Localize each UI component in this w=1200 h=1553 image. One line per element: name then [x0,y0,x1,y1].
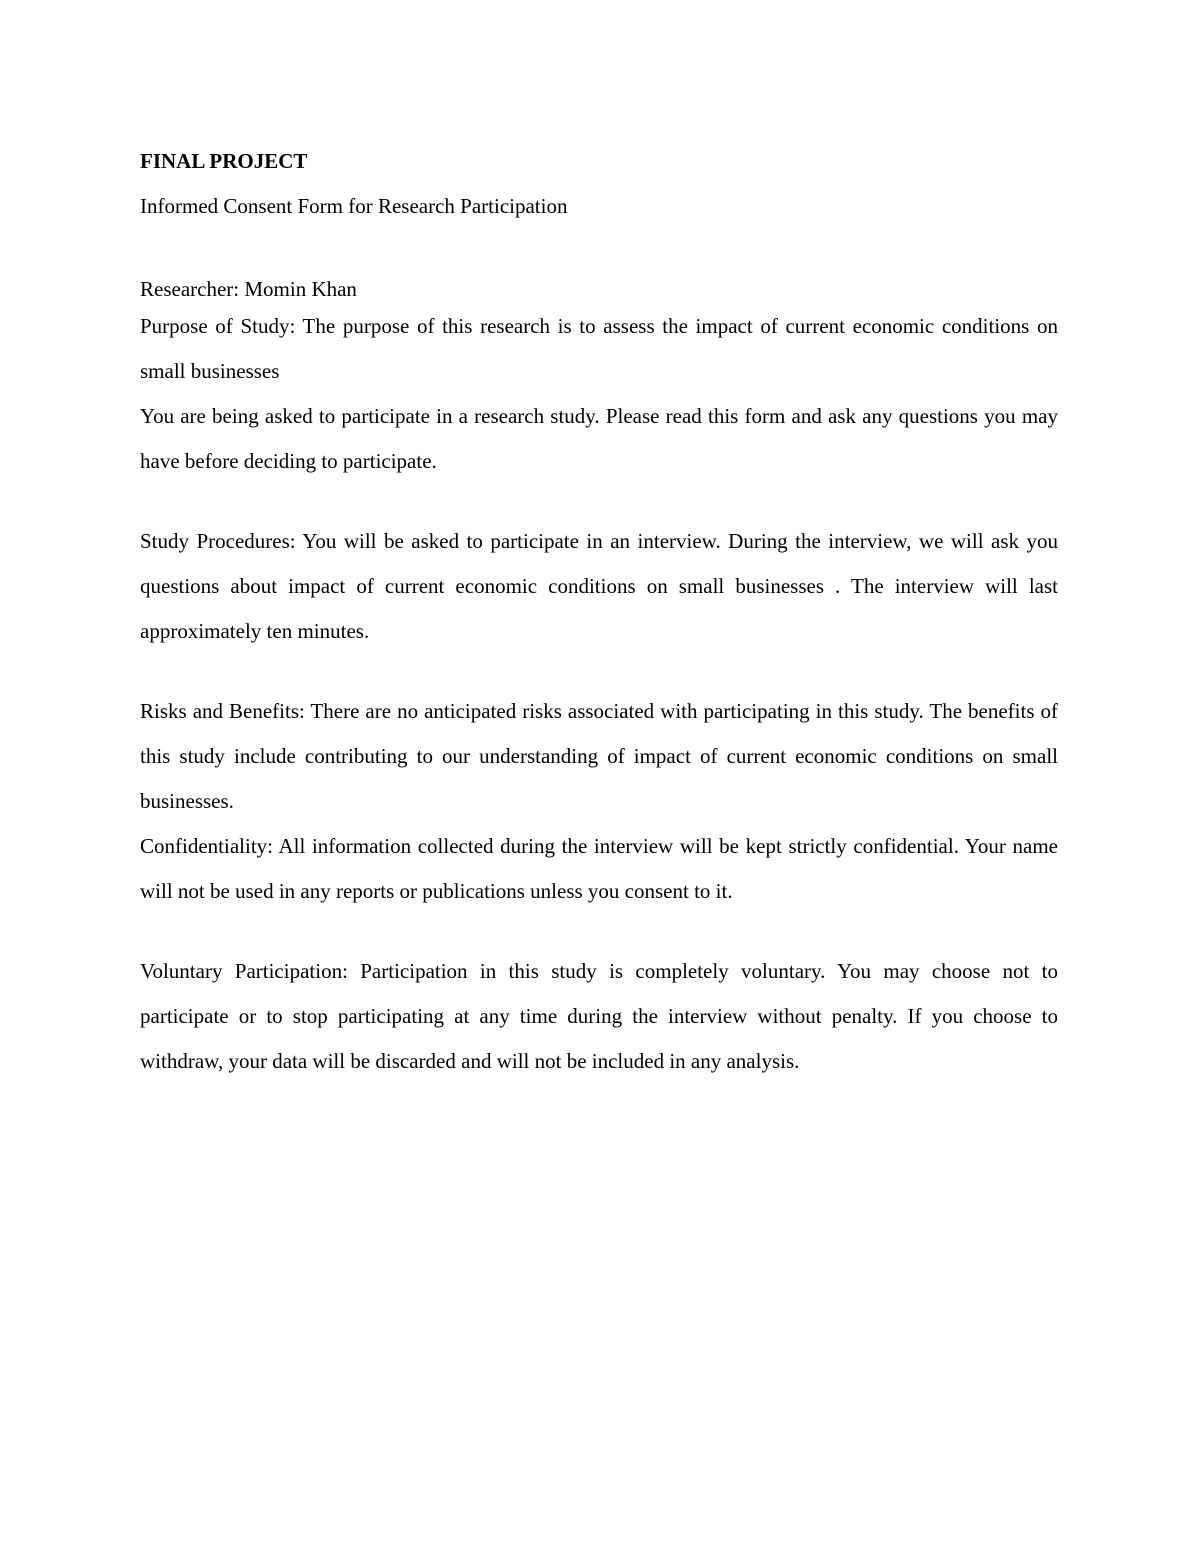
spacer [140,654,1058,689]
procedures-paragraph: Study Procedures: You will be asked to participate in an interview. During the interview, we will ask you questions about impact of current economic conditions on small businesses . The interview will last approximately ten minutes. [140,529,1058,643]
confidentiality-paragraph: Confidentiality: All information collected during the interview will be kept strictly confidential. Your name will not be used in any reports or publications unless you consent to it. [140,834,1058,903]
spacer [140,914,1058,949]
document-body [140,146,1058,1084]
purpose-paragraph: Purpose of Study: The purpose of this research is to assess the impact of current economic conditions on small businesses [140,314,1058,383]
document-subtitle: Informed Consent Form for Research Participation [140,194,568,218]
intro-paragraph: You are being asked to participate in a research study. Please read this form and ask any questions you may have before deciding to participate. [140,404,1058,473]
spacer [140,484,1058,519]
risks-paragraph: Risks and Benefits: There are no anticipated risks associated with participating in this study. The benefits of this study include contributing to our understanding of impact of current economic conditions on small businesses. [140,699,1058,813]
document-title: FINAL PROJECT [140,149,308,173]
researcher-line: Researcher: Momin Khan [140,277,357,301]
voluntary-paragraph: Voluntary Participation: Participation in this study is completely voluntary. You may choose not to participate or to stop participating at any time during the interview without penalty. If you choose to withdraw, your data will be discarded and will not be included in any analysis. [140,959,1058,1073]
